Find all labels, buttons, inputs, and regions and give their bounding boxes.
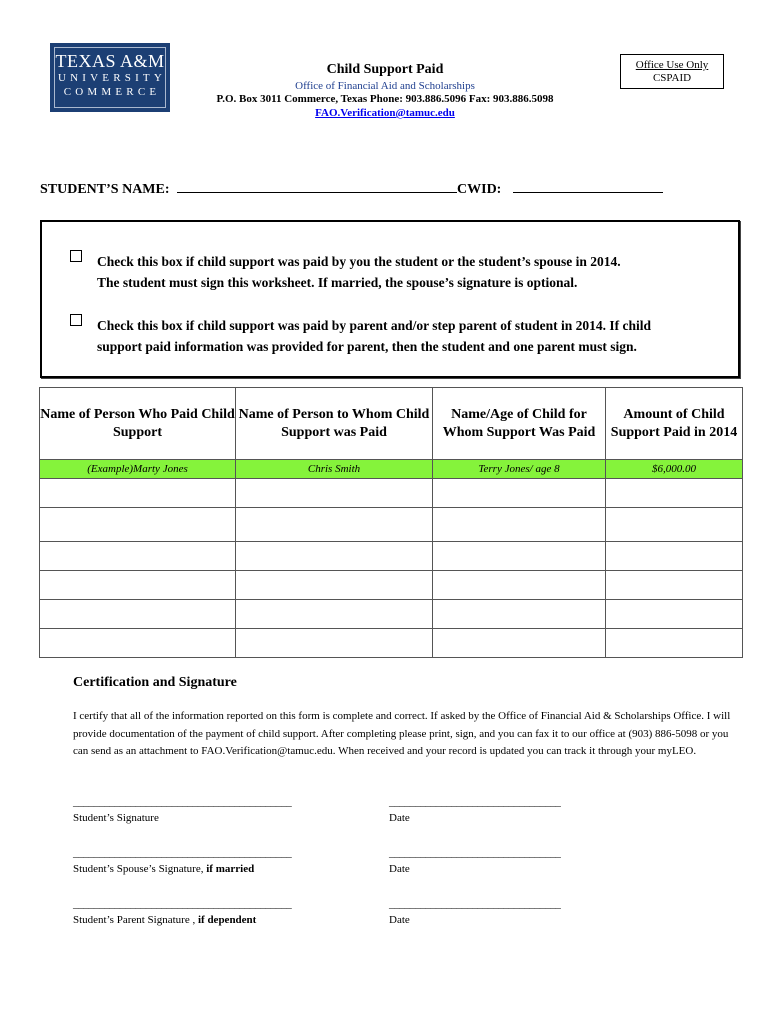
- payee-cell[interactable]: [236, 571, 433, 600]
- spouse-signature-line[interactable]: __________________________________________: [73, 847, 292, 859]
- logo-line-3: COMMERCE: [63, 86, 161, 98]
- student-paid-instruction: [97, 251, 727, 293]
- header-child: Name/Age of Child for Whom Support Was Paid: [433, 388, 606, 460]
- parent-qualifier: if dependent: [197, 914, 257, 926]
- example-child: Terry Jones/ age 8: [433, 460, 606, 479]
- table-row: [40, 629, 743, 658]
- student-paid-line-2: The student must sign this worksheet. If married, the spouse’s signature is optional.: [97, 275, 578, 290]
- payer-cell[interactable]: [40, 600, 236, 629]
- student-name-label: STUDENT’S NAME:: [40, 182, 170, 197]
- certification-title: Certification and Signature: [73, 675, 237, 690]
- amount-cell[interactable]: [606, 600, 743, 629]
- table-row: [40, 542, 743, 571]
- amount-cell[interactable]: [606, 508, 743, 542]
- student-signature-label: Student’s Signature: [73, 812, 159, 824]
- spouse-date-label: Date: [389, 863, 410, 875]
- payee-cell[interactable]: [236, 629, 433, 658]
- student-signature-line[interactable]: __________________________________________: [73, 796, 292, 808]
- child-cell[interactable]: [433, 600, 606, 629]
- payee-cell[interactable]: [236, 542, 433, 571]
- amount-cell[interactable]: [606, 479, 743, 508]
- payer-cell[interactable]: [40, 479, 236, 508]
- student-paid-line-1: Check this box if child support was paid by you the student or the student’s spouse in 2014.: [97, 254, 621, 269]
- table-row: [40, 508, 743, 542]
- amount-cell[interactable]: [606, 542, 743, 571]
- student-paid-checkbox[interactable]: [70, 250, 82, 262]
- office-use-box: [620, 54, 724, 89]
- table-header-row: [40, 388, 743, 460]
- payee-cell[interactable]: [236, 479, 433, 508]
- office-email-link[interactable]: FAO.Verification@tamuc.edu: [315, 107, 455, 119]
- logo-line-2: UNIVERSITY: [58, 72, 166, 84]
- parent-paid-instruction: [97, 315, 727, 357]
- table-row: [40, 600, 743, 629]
- office-address: P.O. Box 3011 Commerce, Texas Phone: 903.886.5096 Fax: 903.886.5098: [216, 93, 554, 105]
- parent-paid-checkbox[interactable]: [70, 314, 82, 326]
- logo-line-1: TEXAS A&M: [55, 51, 165, 71]
- spouse-signature-label: Student’s Spouse’s Signature, if married: [73, 863, 255, 875]
- office-use-label: Office Use Only: [635, 59, 709, 71]
- spouse-date-line[interactable]: _________________________________: [389, 847, 561, 859]
- child-cell[interactable]: [433, 542, 606, 571]
- student-date-label: Date: [389, 812, 410, 824]
- cwid-label: CWID:: [457, 182, 502, 197]
- certification-text: I certify that all of the information reported on this form is complete and correct. If asked by the Office of Financial Aid & Scholarships Office. I will provide documentation of the payment of child support. After completing please print, sign, and you can fax it to our office at (903) 886-5098 or you can send as an attachment to FAO.Verification@tamuc.edu. When received and your record is updated you can track it through your myLEO.: [73, 710, 731, 757]
- form-title: Child Support Paid: [326, 62, 444, 77]
- office-name: Office of Financial Aid and Scholarships: [295, 80, 475, 92]
- student-date-line[interactable]: _________________________________: [389, 796, 561, 808]
- child-cell[interactable]: [433, 508, 606, 542]
- spouse-qualifier: if married: [206, 863, 255, 875]
- child-cell[interactable]: [433, 571, 606, 600]
- payee-cell[interactable]: [236, 600, 433, 629]
- payer-cell[interactable]: [40, 542, 236, 571]
- student-name-field[interactable]: [177, 180, 457, 193]
- amount-cell[interactable]: [606, 571, 743, 600]
- cwid-field[interactable]: [513, 180, 663, 193]
- parent-signature-line[interactable]: __________________________________________: [73, 898, 292, 910]
- office-use-code: CSPAID: [652, 72, 692, 84]
- payer-cell[interactable]: [40, 571, 236, 600]
- parent-date-line[interactable]: _________________________________: [389, 898, 561, 910]
- payee-cell[interactable]: [236, 508, 433, 542]
- parent-signature-label: Student’s Parent Signature , if dependent: [73, 914, 257, 926]
- parent-paid-line-1: Check this box if child support was paid by parent and/or step parent of student in 2014. If child: [97, 318, 651, 333]
- payer-cell[interactable]: [40, 629, 236, 658]
- table-row: [40, 571, 743, 600]
- example-amount: $6,000.00: [606, 460, 743, 479]
- child-cell[interactable]: [433, 629, 606, 658]
- header-amount: Amount of Child Support Paid in 2014: [606, 388, 743, 460]
- university-logo: [50, 43, 170, 112]
- header-payee: Name of Person to Whom Child Support was Paid: [236, 388, 433, 460]
- payer-cell[interactable]: [40, 508, 236, 542]
- header-payer: Name of Person Who Paid Child Support: [40, 388, 236, 460]
- table-row: [40, 479, 743, 508]
- amount-cell[interactable]: [606, 629, 743, 658]
- parent-date-label: Date: [389, 914, 410, 926]
- checkbox-panel: [40, 220, 740, 378]
- example-row: [40, 460, 743, 479]
- example-payee: Chris Smith: [236, 460, 433, 479]
- child-support-table: [39, 387, 743, 658]
- parent-paid-line-2: support paid information was provided for parent, then the student and one parent must sign.: [97, 339, 637, 354]
- example-payer: (Example)Marty Jones: [40, 460, 236, 479]
- child-cell[interactable]: [433, 479, 606, 508]
- student-info-row: [40, 180, 663, 198]
